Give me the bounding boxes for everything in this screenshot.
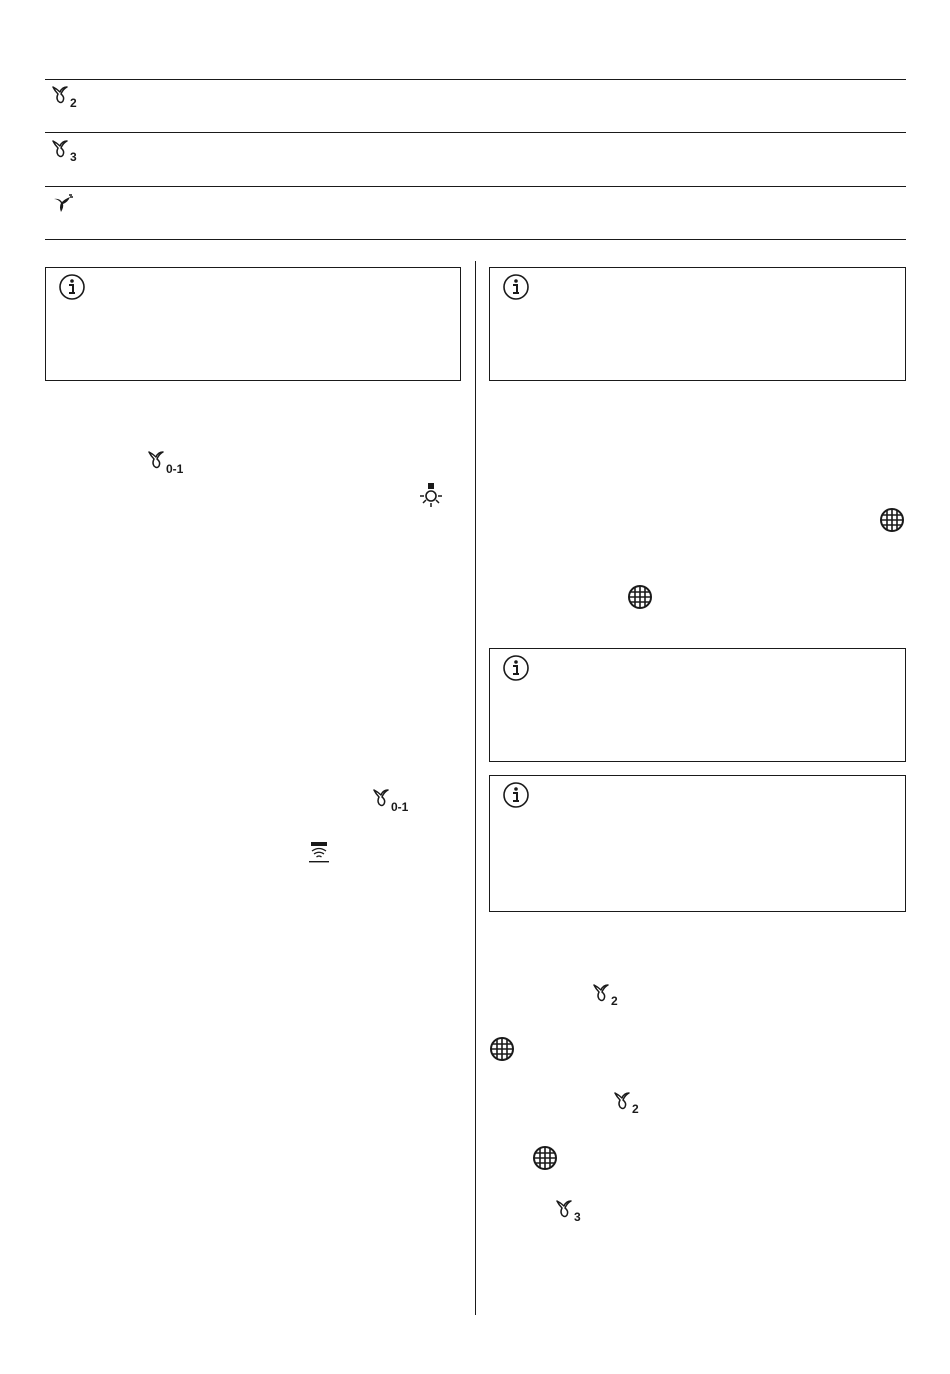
filter-grid-icon xyxy=(532,1145,558,1171)
fan-speed-0-1-label: 0-1 xyxy=(391,800,409,814)
filter-grid-icon xyxy=(627,584,653,610)
info-note xyxy=(489,267,906,381)
column-divider xyxy=(475,261,476,1315)
table-rule xyxy=(45,79,906,80)
fan-speed-2-label: 2 xyxy=(611,994,618,1008)
info-note xyxy=(489,648,906,762)
hob2hood-icon xyxy=(308,841,332,865)
info-note xyxy=(45,267,461,381)
info-icon xyxy=(502,273,530,301)
info-icon xyxy=(502,654,530,682)
fan-speed-3-label: 3 xyxy=(70,150,77,164)
fan-boost-icon xyxy=(52,193,76,217)
fan-speed-2-label: 2 xyxy=(632,1102,639,1116)
fan-speed-2-label: 2 xyxy=(70,96,77,110)
fan-speed-3-label: 3 xyxy=(574,1210,581,1224)
table-rule xyxy=(45,132,906,133)
info-note xyxy=(489,775,906,912)
filter-grid-icon xyxy=(879,507,905,533)
info-icon xyxy=(58,273,86,301)
table-rule xyxy=(45,186,906,187)
light-icon xyxy=(418,482,446,510)
fan-speed-0-1-label: 0-1 xyxy=(166,462,184,476)
info-icon xyxy=(502,781,530,809)
table-rule xyxy=(45,239,906,240)
filter-grid-icon xyxy=(489,1036,515,1062)
